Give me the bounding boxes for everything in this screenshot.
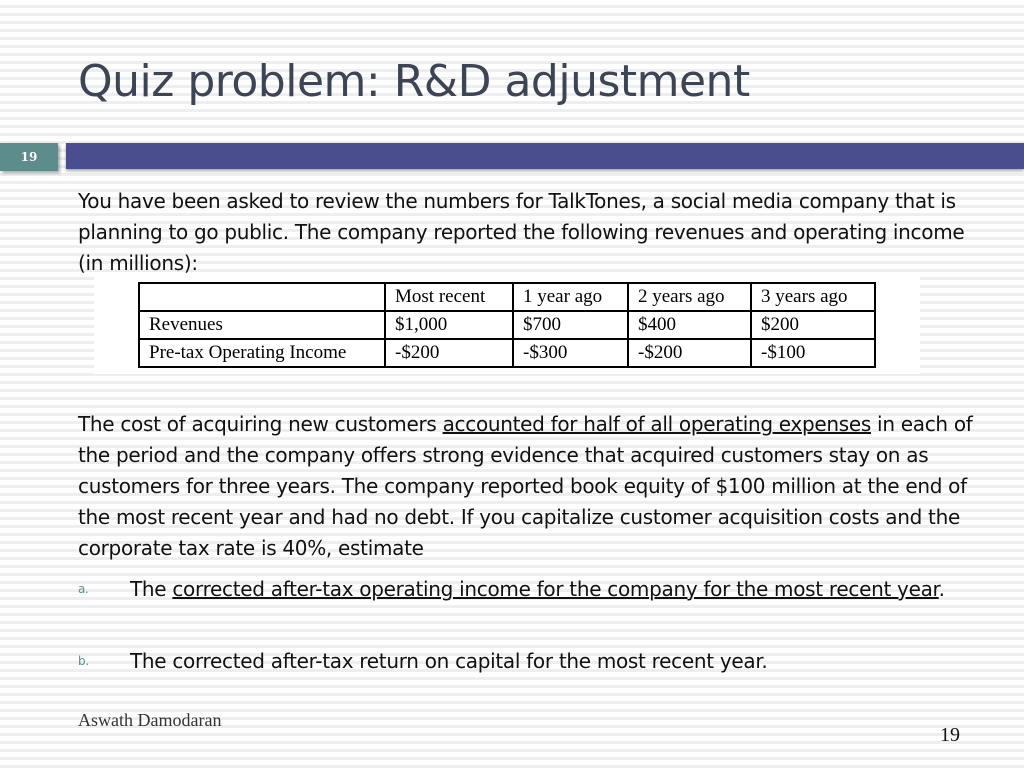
table-cell: $400	[628, 311, 751, 339]
table-cell: Revenues	[139, 311, 385, 339]
paragraph-text: in each of the period and the company offers strong evidence that acquired customers stay on as customers for three years. The company reported book equity of $100 million at the end of the most recent year and had no debt. If you capitalize customer acquisition costs and the corporate tax rate is 40%, estimate	[78, 412, 973, 560]
table-cell: Pre-tax Operating Income	[139, 339, 385, 367]
table-header-cell: 1 year ago	[513, 283, 628, 311]
underlined-phrase: corrected after-tax operating income for the company for the most recent year	[172, 577, 939, 601]
title-divider-bar	[66, 143, 1024, 169]
intro-paragraph: You have been asked to review the numbers for TalkTones, a social media company that is planning to go public. The company reported the following revenues and operating income (in millions):	[78, 189, 965, 275]
table-row	[139, 339, 875, 367]
question-text-post: .	[938, 577, 945, 601]
question-item-a	[78, 574, 968, 605]
underlined-phrase: accounted for half of all operating expenses	[442, 412, 871, 436]
footer-author: Aswath Damodaran	[78, 710, 222, 730]
list-marker: b.	[78, 654, 89, 668]
table-cell: $700	[513, 311, 628, 339]
question-text: The corrected after-tax return on capital for the most recent year.	[130, 649, 768, 673]
table-cell: -$200	[628, 339, 751, 367]
slide-number-badge: 19	[0, 143, 58, 171]
table-header-cell: 2 years ago	[628, 283, 751, 311]
table-header-row	[139, 283, 875, 311]
question-text-pre: The	[130, 577, 173, 601]
list-marker: a.	[78, 582, 89, 596]
table-cell: -$100	[751, 339, 875, 367]
financials-table	[138, 282, 876, 368]
table-cell: $1,000	[385, 311, 513, 339]
table-header-cell	[139, 283, 385, 311]
page-number: 19	[940, 724, 960, 746]
table-cell: -$300	[513, 339, 628, 367]
slide-title: Quiz problem: R&D adjustment	[78, 56, 750, 107]
table-header-cell: Most recent	[385, 283, 513, 311]
table-header-cell: 3 years ago	[751, 283, 875, 311]
table-container	[94, 276, 920, 374]
table-row	[139, 311, 875, 339]
question-item-b	[78, 646, 968, 677]
problem-paragraph	[78, 409, 978, 564]
paragraph-text: The cost of acquiring new customers	[78, 412, 443, 436]
table-cell: $200	[751, 311, 875, 339]
question-text	[130, 574, 968, 605]
table-cell: -$200	[385, 339, 513, 367]
